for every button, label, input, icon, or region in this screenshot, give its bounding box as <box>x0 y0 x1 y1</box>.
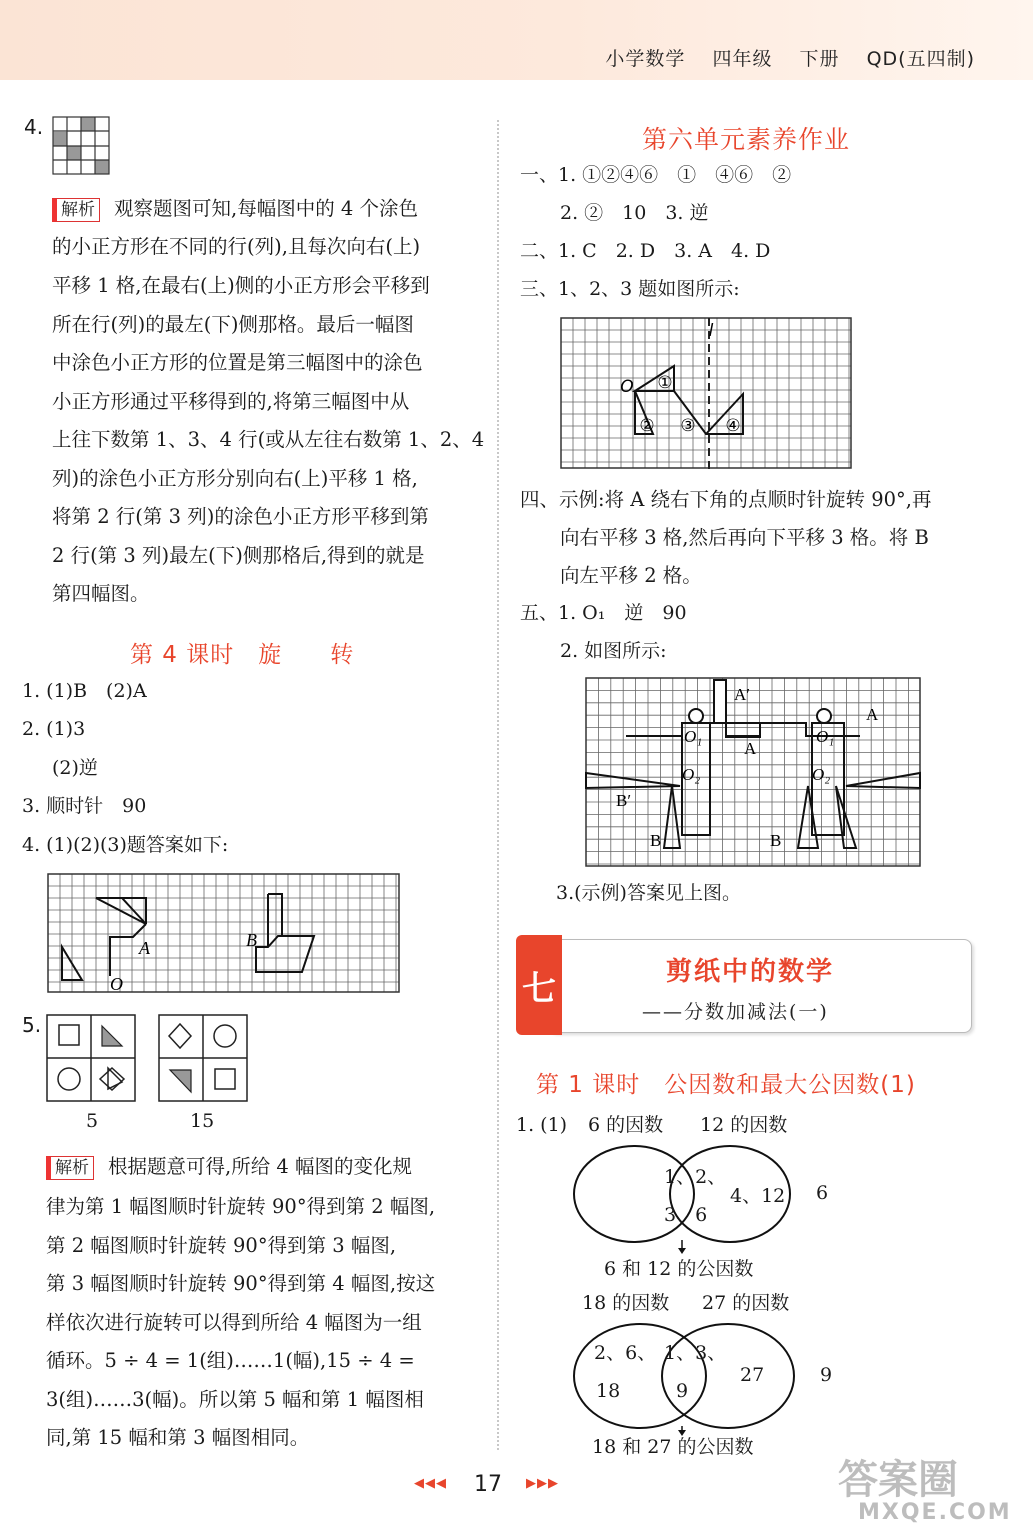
unit6-part3-figure <box>561 318 853 470</box>
label-o1-left: O₁ <box>684 727 703 746</box>
part4-line: 四、示例:将 A 绕右下角的点顺时针旋转 90°,再 <box>520 488 932 511</box>
label-a-right: A <box>866 705 879 724</box>
venn2-caption: 18 和 27 的公因数 <box>592 1436 754 1458</box>
chapter-subtitle: ——分数加减法(一) <box>642 1001 829 1023</box>
header-volume: 下册 <box>799 48 840 70</box>
answer-line: 2. ② 10 3. 逆 <box>560 202 709 224</box>
venn1-right-label: 12 的因数 <box>700 1114 788 1136</box>
label-a-prime: A′ <box>734 685 750 704</box>
analysis-line: 小正方形通过平移得到的,将第三幅图中从 <box>52 390 410 413</box>
analysis-line: 同,第 15 幅和第 3 幅图相同。 <box>46 1426 310 1449</box>
label-b-left: B <box>650 831 662 850</box>
analysis-line: 观察题图可知,每幅图中的 4 个涂色 <box>114 197 419 220</box>
venn1-caption: 6 和 12 的公因数 <box>604 1258 754 1280</box>
analysis-line: 平移 1 格,在最右(上)侧的小正方形会平移到 <box>52 274 430 297</box>
header-grade: 四年级 <box>712 48 773 70</box>
analysis-line: 第四幅图。 <box>52 582 150 605</box>
analysis-line: 将第 2 行(第 3 列)的涂色小正方形平移到第 <box>52 505 429 528</box>
q4-number: 4. <box>24 115 44 139</box>
header-edition: QD(五四制) <box>866 48 975 70</box>
label-a-mid: A <box>744 739 757 758</box>
q5-figures <box>46 1014 250 1104</box>
lesson1-title: 第 1 课时 公因数和最大公因数(1) <box>536 1072 916 1098</box>
chapter-banner <box>516 935 972 1035</box>
column-divider <box>497 120 499 1450</box>
q5-caption-1: 5 <box>86 1110 99 1132</box>
answer-line: 三、1、2、3 题如图所示: <box>520 278 740 300</box>
analysis-line: 律为第 1 幅图顺时针旋转 90°得到第 2 幅图, <box>46 1195 436 1218</box>
q5-caption-2: 15 <box>190 1110 215 1132</box>
answer-line: 一、1. ①②④⑥ ① ④⑥ ② <box>520 164 792 186</box>
analysis-line: 中涂色小正方形的位置是第三幅图中的涂色 <box>52 351 423 374</box>
lesson4-title: 第 4 课时 旋 转 <box>130 642 355 668</box>
venn1-right-only: 4、12 <box>730 1185 786 1207</box>
chapter-mark: 七 <box>516 935 562 1035</box>
part5-line: 2. 如图所示: <box>560 640 667 662</box>
header-subject: 小学数学 <box>605 48 686 70</box>
answer-line: 2. (1)3 <box>22 718 86 740</box>
point-o: O <box>620 377 634 397</box>
watermark-logo: 答案圈 <box>838 1457 958 1503</box>
q5-number: 5. <box>22 1013 42 1037</box>
page-header <box>0 0 1033 80</box>
venn2-common: 1、3、 <box>664 1342 727 1364</box>
part4-line: 向左平移 2 格。 <box>560 564 702 587</box>
q4-grid-figure <box>52 116 114 176</box>
label-b: B <box>246 930 257 950</box>
header-text <box>585 44 975 71</box>
part5-line: 3.(示例)答案见上图。 <box>556 882 741 904</box>
venn2-right-only: 27 <box>740 1364 765 1386</box>
venn1-common-2: 3、6 <box>664 1204 708 1226</box>
venn2-answer: 9 <box>820 1364 833 1386</box>
venn2-left-label: 18 的因数 <box>582 1292 670 1314</box>
label-b-mid: B <box>770 831 782 850</box>
shape-4: ④ <box>725 416 741 436</box>
analysis-line: 2 行(第 3 列)最左(下)侧那格后,得到的就是 <box>52 544 425 567</box>
page-number: 17 <box>474 1472 502 1497</box>
venn1-common: 1、2、 <box>664 1166 727 1188</box>
label-o2-left: O₂ <box>682 765 701 784</box>
label-a: A <box>139 938 150 958</box>
label-o2-right: O₂ <box>812 765 831 784</box>
arrow-left-icon: ◀◀◀ <box>414 1476 447 1491</box>
analysis-line: 第 3 幅图顺时针旋转 90°得到第 4 幅图,按这 <box>46 1272 436 1295</box>
analysis-tag: 解析 <box>52 198 100 222</box>
watermark-url: MXQE.COM <box>858 1500 1012 1525</box>
rotation-grid-figure <box>48 874 400 994</box>
part4-line: 向右平移 3 格,然后再向下平移 3 格。将 B <box>560 526 929 549</box>
arrow-right-icon: ▶▶▶ <box>526 1476 559 1491</box>
analysis-line: 第 2 幅图顺时针旋转 90°得到第 3 幅图, <box>46 1234 397 1257</box>
venn2-left-only-2: 18 <box>596 1380 621 1402</box>
shape-1: ① <box>657 373 673 393</box>
unit6-part5-figure <box>586 678 922 868</box>
analysis-line: 列)的涂色小正方形分别向右(上)平移 1 格, <box>52 467 418 490</box>
venn1-left-label: 6 的因数 <box>588 1114 664 1136</box>
analysis-tag: 解析 <box>46 1156 94 1180</box>
unit6-title: 第六单元素养作业 <box>642 125 851 154</box>
analysis-line: 上往下数第 1、3、4 行(或从左往右数第 1、2、4 <box>52 428 485 451</box>
analysis-line: 所在行(列)的最左(下)侧那格。最后一幅图 <box>52 313 414 336</box>
analysis-line: 循环。5 ÷ 4 = 1(组)……1(幅),15 ÷ 4 = <box>46 1349 415 1372</box>
answer-line: (2)逆 <box>52 757 98 779</box>
label-o1-right: O₁ <box>816 727 835 746</box>
venn1-answer: 6 <box>816 1182 829 1204</box>
analysis-line: 样依次进行旋转可以得到所给 4 幅图为一组 <box>46 1311 422 1334</box>
shape-3: ③ <box>680 416 696 436</box>
venn2-common-2: 9 <box>676 1380 689 1402</box>
venn2-left-only: 2、6、 <box>594 1342 657 1364</box>
analysis-line: 3(组)……3(幅)。所以第 5 幅和第 1 幅图相 <box>46 1388 424 1411</box>
shape-2: ② <box>639 416 655 436</box>
axis-l: l <box>708 321 714 341</box>
answer-line: 二、1. C 2. D 3. A 4. D <box>520 240 771 262</box>
analysis-line: 的小正方形在不同的行(列),且每次向右(上) <box>52 235 421 258</box>
analysis-line: 根据题意可得,所给 4 幅图的变化规 <box>108 1155 413 1178</box>
chapter-title: 剪纸中的数学 <box>666 957 835 987</box>
answer-line: 3. 顺时针 90 <box>22 795 147 817</box>
answer-line: 4. (1)(2)(3)题答案如下: <box>22 834 229 856</box>
venn2-right-label: 27 的因数 <box>702 1292 790 1314</box>
label-b-prime: B′ <box>616 791 632 810</box>
venn1-question: 1. (1) <box>516 1114 568 1136</box>
answer-line: 1. (1)B (2)A <box>22 680 147 702</box>
part5-line: 五、1. O₁ 逆 90 <box>520 602 687 624</box>
label-o: O <box>110 974 123 994</box>
